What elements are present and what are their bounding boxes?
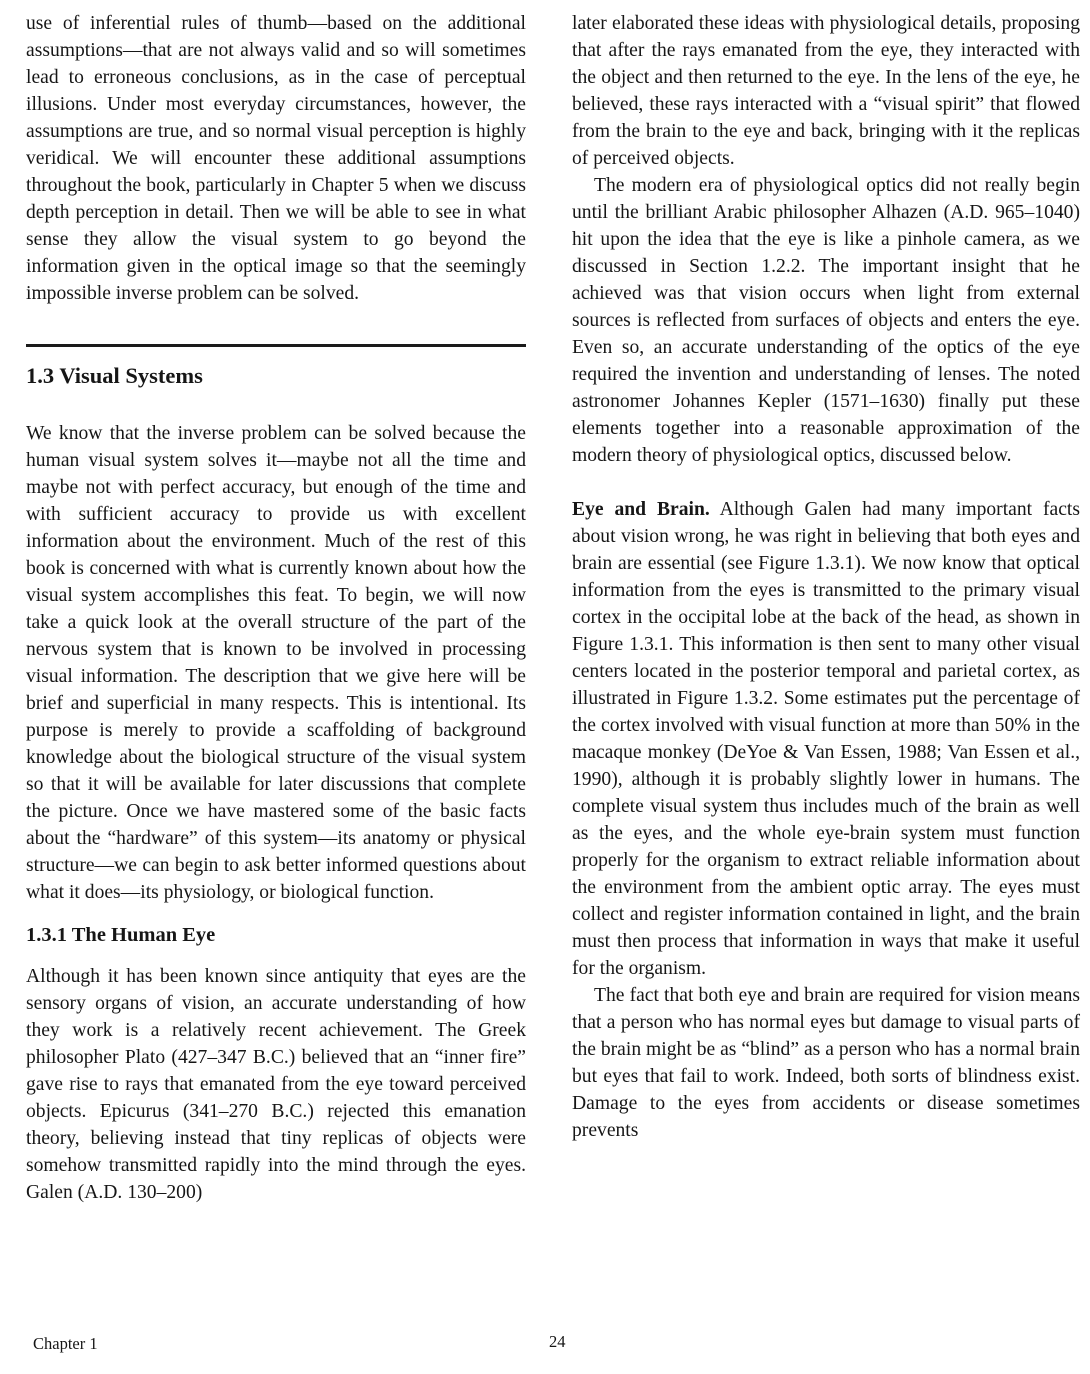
left-column xyxy=(26,10,526,1206)
paragraph-visual-systems: We know that the inverse problem can be solved because the human visual system solves it—maybe not all the time and maybe not with perfect accuracy, but enough of the time and with sufficient accuracy to provide us with excellent information about the environment. Much of the rest of this book is concerned with what is currently known about how the visual system accomplishes this feat. To begin, we will now take a quick look at the overall structure of the part of the nervous system that is known to be involved in processing visual information. The description that we give here will be brief and superficial in many respects. This is intentional. Its purpose is merely to provide a scaffolding of background knowledge about the biological structure of the visual system so that it will be available for later discussions that complete the picture. Once we have mastered some of the basic facts about the “hardware” of this system—its anatomy or physical structure—we can begin to ask better informed questions about what it does—its physiology, or biological function. xyxy=(26,423,526,903)
page-number: 24 xyxy=(549,1332,566,1351)
section-heading: 1.3 Visual Systems xyxy=(26,363,203,388)
section-divider xyxy=(26,344,526,347)
paragraph-modern-era: The modern era of physiological optics did not really begin until the brilliant Arabic philosopher Alhazen (A.D. 965–1040) hit upon the idea that the eye is like a pinhole camera, as we discussed in Section 1.2.2. The important insight that he achieved was that vision occurs when light from external sources is reflected from surfaces of objects and enters the eye. Even so, an accurate understanding of the optics of the eye required the invention and understanding of lenses. The noted astronomer Johannes Kepler (1571–1630) finally put these elements together into a reasonable approximation of the modern theory of physiological optics, discussed below. xyxy=(572,175,1080,466)
subsection-heading: 1.3.1 The Human Eye xyxy=(26,924,216,946)
right-column xyxy=(572,10,1080,1144)
run-in-heading: Eye and Brain. xyxy=(572,499,710,520)
paragraph-intro-continued: use of inferential rules of thumb—based on the additional assumptions—that are not always valid and so will sometimes lead to erroneous conclusions, as in the case of perceptual illusions. Under most everyday circumstances, however, the assumptions are true, and so normal visual perception is highly veridical. We will encounter these additional assumptions throughout the book, particularly in Chapter 5 when we discuss depth perception in detail. Then we will be able to see in what sense they allow the visual system to go beyond the information given in the optical image so that the seemingly impossible inverse problem can be solved. xyxy=(26,13,526,304)
paragraph-blindness: The fact that both eye and brain are required for vision means that a person who has normal eyes but damage to visual parts of the brain might be as “blind” as a person who has a normal brain but eyes that fail to work. Indeed, both sorts of blindness exist. Damage to the eyes from accidents or disease sometimes prevents xyxy=(572,985,1080,1141)
paragraph-eye-and-brain xyxy=(572,496,1080,982)
chapter-label: Chapter 1 xyxy=(33,1334,98,1353)
paragraph-galen-continued: later elaborated these ideas with physiological details, proposing that after the rays emanated from the eye, they interacted with the object and then returned to the eye. In the lens of the eye, he believed, these rays interacted with a “visual spirit” that flowed from the brain to the eye and back, bringing with it the replicas of perceived objects. xyxy=(572,13,1080,169)
paragraph-eye-and-brain-text: Although Galen had many important facts about vision wrong, he was right in believing that both eyes and brain are essential (see Figure 1.3.1). We now know that optical information from the eyes is transmitted to the primary visual cortex in the occipital lobe at the back of the head, as shown in Figure 1.3.1. This information is then sent to many other visual centers located in the posterior temporal and parietal cortex, as illustrated in Figure 1.3.2. Some estimates put the percentage of the cortex involved with visual function at more than 50% in the macaque monkey (DeYoe & Van Essen, 1988; Van Essen et al., 1990), although it is probably slightly lower in humans. The complete visual system thus includes much of the brain as well as the eyes, and the whole eye-brain system must function properly for the organism to extract reliable information about the environment from the ambient optic array. The eyes must collect and register information contained in light, and the brain must then process that information in ways that make it useful for the organism. xyxy=(572,499,1080,979)
paragraph-human-eye: Although it has been known since antiquity that eyes are the sensory organs of vision, an accurate understanding of how they work is a relatively recent achievement. The Greek philosopher Plato (427–347 B.C.) believed that an “inner fire” gave rise to rays that emanated from the eye toward perceived objects. Epicurus (341–270 B.C.) rejected this emanation theory, believing instead that tiny replicas of objects were somehow transmitted rapidly into the mind through the eyes. Galen (A.D. 130–200) xyxy=(26,966,526,1203)
